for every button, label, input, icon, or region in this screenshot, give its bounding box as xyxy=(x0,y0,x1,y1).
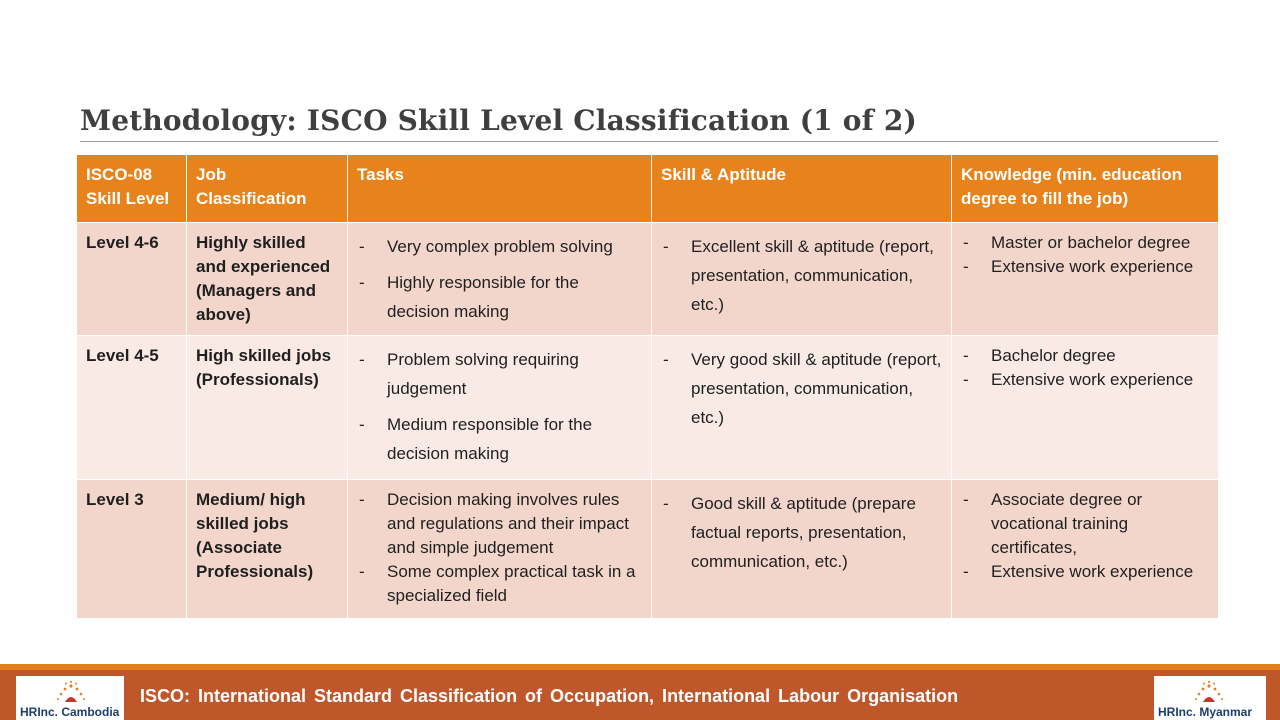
knowledge-item: - Bachelor degree xyxy=(961,344,1209,368)
knowledge-cell xyxy=(952,336,1219,480)
header-job-classification: Job Classification xyxy=(187,155,348,223)
slide-title: Methodology: ISCO Skill Level Classification (1 of 2) xyxy=(80,104,917,137)
header-knowledge: Knowledge (min. education degree to fill the job) xyxy=(952,155,1219,223)
footer-source-note: ISCO: International Standard Classification of Occupation, International Labour Organisation xyxy=(140,686,959,706)
skill-level-table xyxy=(76,154,1219,619)
knowledge-item: - Extensive work experience xyxy=(961,560,1209,584)
skill-item: - Excellent skill & aptitude (report, presentation, communication, etc.) xyxy=(661,232,942,319)
tasks-cell xyxy=(348,223,652,336)
task-item: - Some complex practical task in a specialized field xyxy=(357,560,642,608)
classification-cell: Medium/ high skilled jobs (Associate Professionals) xyxy=(187,480,348,619)
header-skill-level: ISCO-08 Skill Level xyxy=(77,155,187,223)
knowledge-item: - Extensive work experience xyxy=(961,368,1209,392)
header-tasks: Tasks xyxy=(348,155,652,223)
table-row xyxy=(77,480,1219,619)
knowledge-cell xyxy=(952,480,1219,619)
skills-cell xyxy=(652,336,952,480)
level-cell: Level 4-6 xyxy=(77,223,187,336)
knowledge-item: - Master or bachelor degree xyxy=(961,231,1209,255)
skills-cell xyxy=(652,480,952,619)
task-item: - Decision making involves rules and regulations and their impact and simple judgement xyxy=(357,488,642,560)
hrinc-cambodia-logo xyxy=(16,676,124,720)
logo-right-text: HRInc. Myanmar xyxy=(1158,705,1253,719)
knowledge-item: - Extensive work experience xyxy=(961,255,1209,279)
table-row xyxy=(77,223,1219,336)
knowledge-item: - Associate degree or vocational training certificates, xyxy=(961,488,1209,560)
skill-item: - Good skill & aptitude (prepare factual reports, presentation, communication, etc.) xyxy=(661,489,942,576)
hrinc-myanmar-logo xyxy=(1154,676,1266,720)
sunburst-logo-icon xyxy=(1194,680,1224,704)
classification-cell: Highly skilled and experienced (Managers and above) xyxy=(187,223,348,336)
table-header-row xyxy=(77,155,1219,223)
skills-cell xyxy=(652,223,952,336)
table-row xyxy=(77,336,1219,480)
knowledge-cell xyxy=(952,223,1219,336)
task-item: - Highly responsible for the decision making xyxy=(357,268,642,326)
skill-item: - Very good skill & aptitude (report, presentation, communication, etc.) xyxy=(661,345,942,432)
title-underline xyxy=(80,141,1218,142)
task-item: - Medium responsible for the decision making xyxy=(357,410,642,468)
task-item: - Very complex problem solving xyxy=(357,232,642,261)
tasks-cell xyxy=(348,480,652,619)
level-cell: Level 3 xyxy=(77,480,187,619)
logo-left-text: HRInc. Cambodia xyxy=(20,705,120,719)
task-item: - Problem solving requiring judgement xyxy=(357,345,642,403)
header-skill-aptitude: Skill & Aptitude xyxy=(652,155,952,223)
level-cell: Level 4-5 xyxy=(77,336,187,480)
tasks-cell xyxy=(348,336,652,480)
sunburst-logo-icon xyxy=(56,680,86,704)
footer-stripe xyxy=(0,664,1280,670)
classification-cell: High skilled jobs (Professionals) xyxy=(187,336,348,480)
